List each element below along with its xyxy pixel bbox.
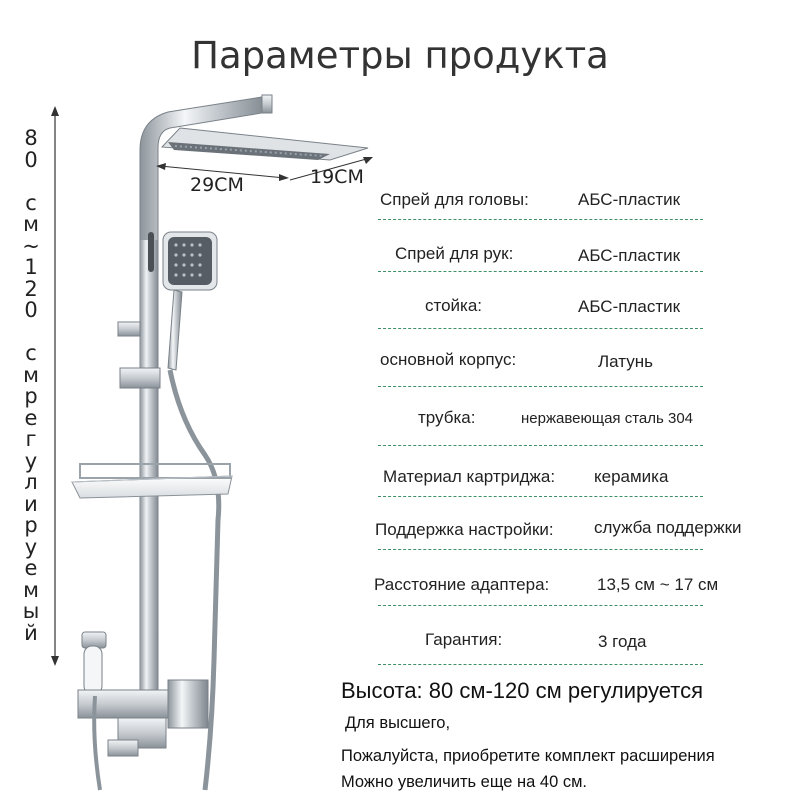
spec-value: нержавеющая сталь 304	[521, 410, 694, 427]
height-label-char: р	[24, 513, 38, 537]
extension-note-line3: Можно увеличить еще на 40 см.	[341, 773, 588, 791]
height-label-char: е	[24, 405, 38, 430]
spec-value: керамика	[594, 467, 669, 486]
spec-label: Расстояние адаптера:	[374, 575, 550, 594]
spec-divider	[378, 445, 703, 446]
height-label-char: ~	[22, 233, 40, 258]
spec-label: трубка:	[418, 408, 476, 427]
spec-divider	[378, 328, 703, 329]
spec-value: служба поддержки	[594, 518, 742, 537]
spec-value: АБС-пластик	[578, 246, 681, 265]
width-dimension-label: 29CM	[190, 174, 244, 196]
hand-shower	[163, 232, 217, 370]
height-label-char: ы	[22, 599, 40, 623]
spec-divider	[378, 386, 703, 387]
rain-shower-head	[162, 128, 368, 160]
height-label-char: 8	[24, 126, 38, 150]
height-label-char: у	[24, 448, 38, 473]
height-label-char: у	[24, 534, 38, 559]
height-label-char: м	[23, 362, 39, 387]
spec-value: АБС-пластик	[578, 190, 681, 209]
spec-divider	[378, 664, 703, 665]
bidet-sprayer	[82, 632, 106, 694]
height-label-char: м	[23, 577, 39, 602]
extension-note-line1: Для высшего,	[345, 714, 451, 732]
spec-label: Спрей для рук:	[395, 244, 514, 263]
spec-divider	[378, 496, 703, 497]
spec-divider	[378, 271, 703, 272]
height-label-char: р	[24, 384, 38, 408]
slide-bar	[140, 232, 158, 720]
height-label-char: 1	[24, 255, 38, 279]
height-label-char: 2	[24, 276, 38, 301]
spec-value: 3 года	[598, 632, 647, 651]
spec-divider	[378, 219, 703, 220]
spec-label: Спрей для головы:	[380, 190, 529, 209]
spec-label: стойка:	[425, 296, 483, 315]
extension-note-line2: Пожалуйста, приобретите комплект расширения	[341, 747, 715, 765]
height-label-char: е	[24, 556, 38, 580]
spec-divider	[378, 549, 703, 550]
spec-label: основной корпус:	[380, 350, 517, 369]
height-adjustable-note: Высота: 80 см-120 см регулируется	[341, 678, 703, 703]
height-label-char: 0	[24, 298, 38, 322]
height-label-char: и	[24, 491, 38, 516]
column-bracket	[118, 322, 140, 336]
spec-value: 13,5 см ~ 17 см	[597, 575, 719, 594]
spec-divider	[378, 605, 703, 606]
height-label-char: 0	[24, 147, 38, 172]
spec-label: Материал картриджа:	[383, 467, 556, 486]
height-label-char: й	[24, 620, 38, 645]
height-label-char: с	[25, 190, 37, 215]
height-arrow	[51, 106, 59, 666]
mixer-valve	[78, 680, 208, 756]
spec-label: Поддержка настройки:	[375, 520, 554, 539]
spec-label: Гарантия:	[425, 630, 503, 649]
page-title: Параметры продукта	[191, 34, 609, 77]
hand-shower-holder	[120, 368, 160, 388]
spec-value: Латунь	[598, 352, 653, 371]
depth-dimension-label: 19CM	[310, 166, 364, 188]
height-label-char: м	[23, 212, 39, 236]
height-label-char: с	[25, 341, 37, 365]
spec-value: АБС-пластик	[578, 297, 681, 316]
height-label-char: г	[25, 427, 37, 451]
height-label-char: л	[24, 470, 38, 494]
